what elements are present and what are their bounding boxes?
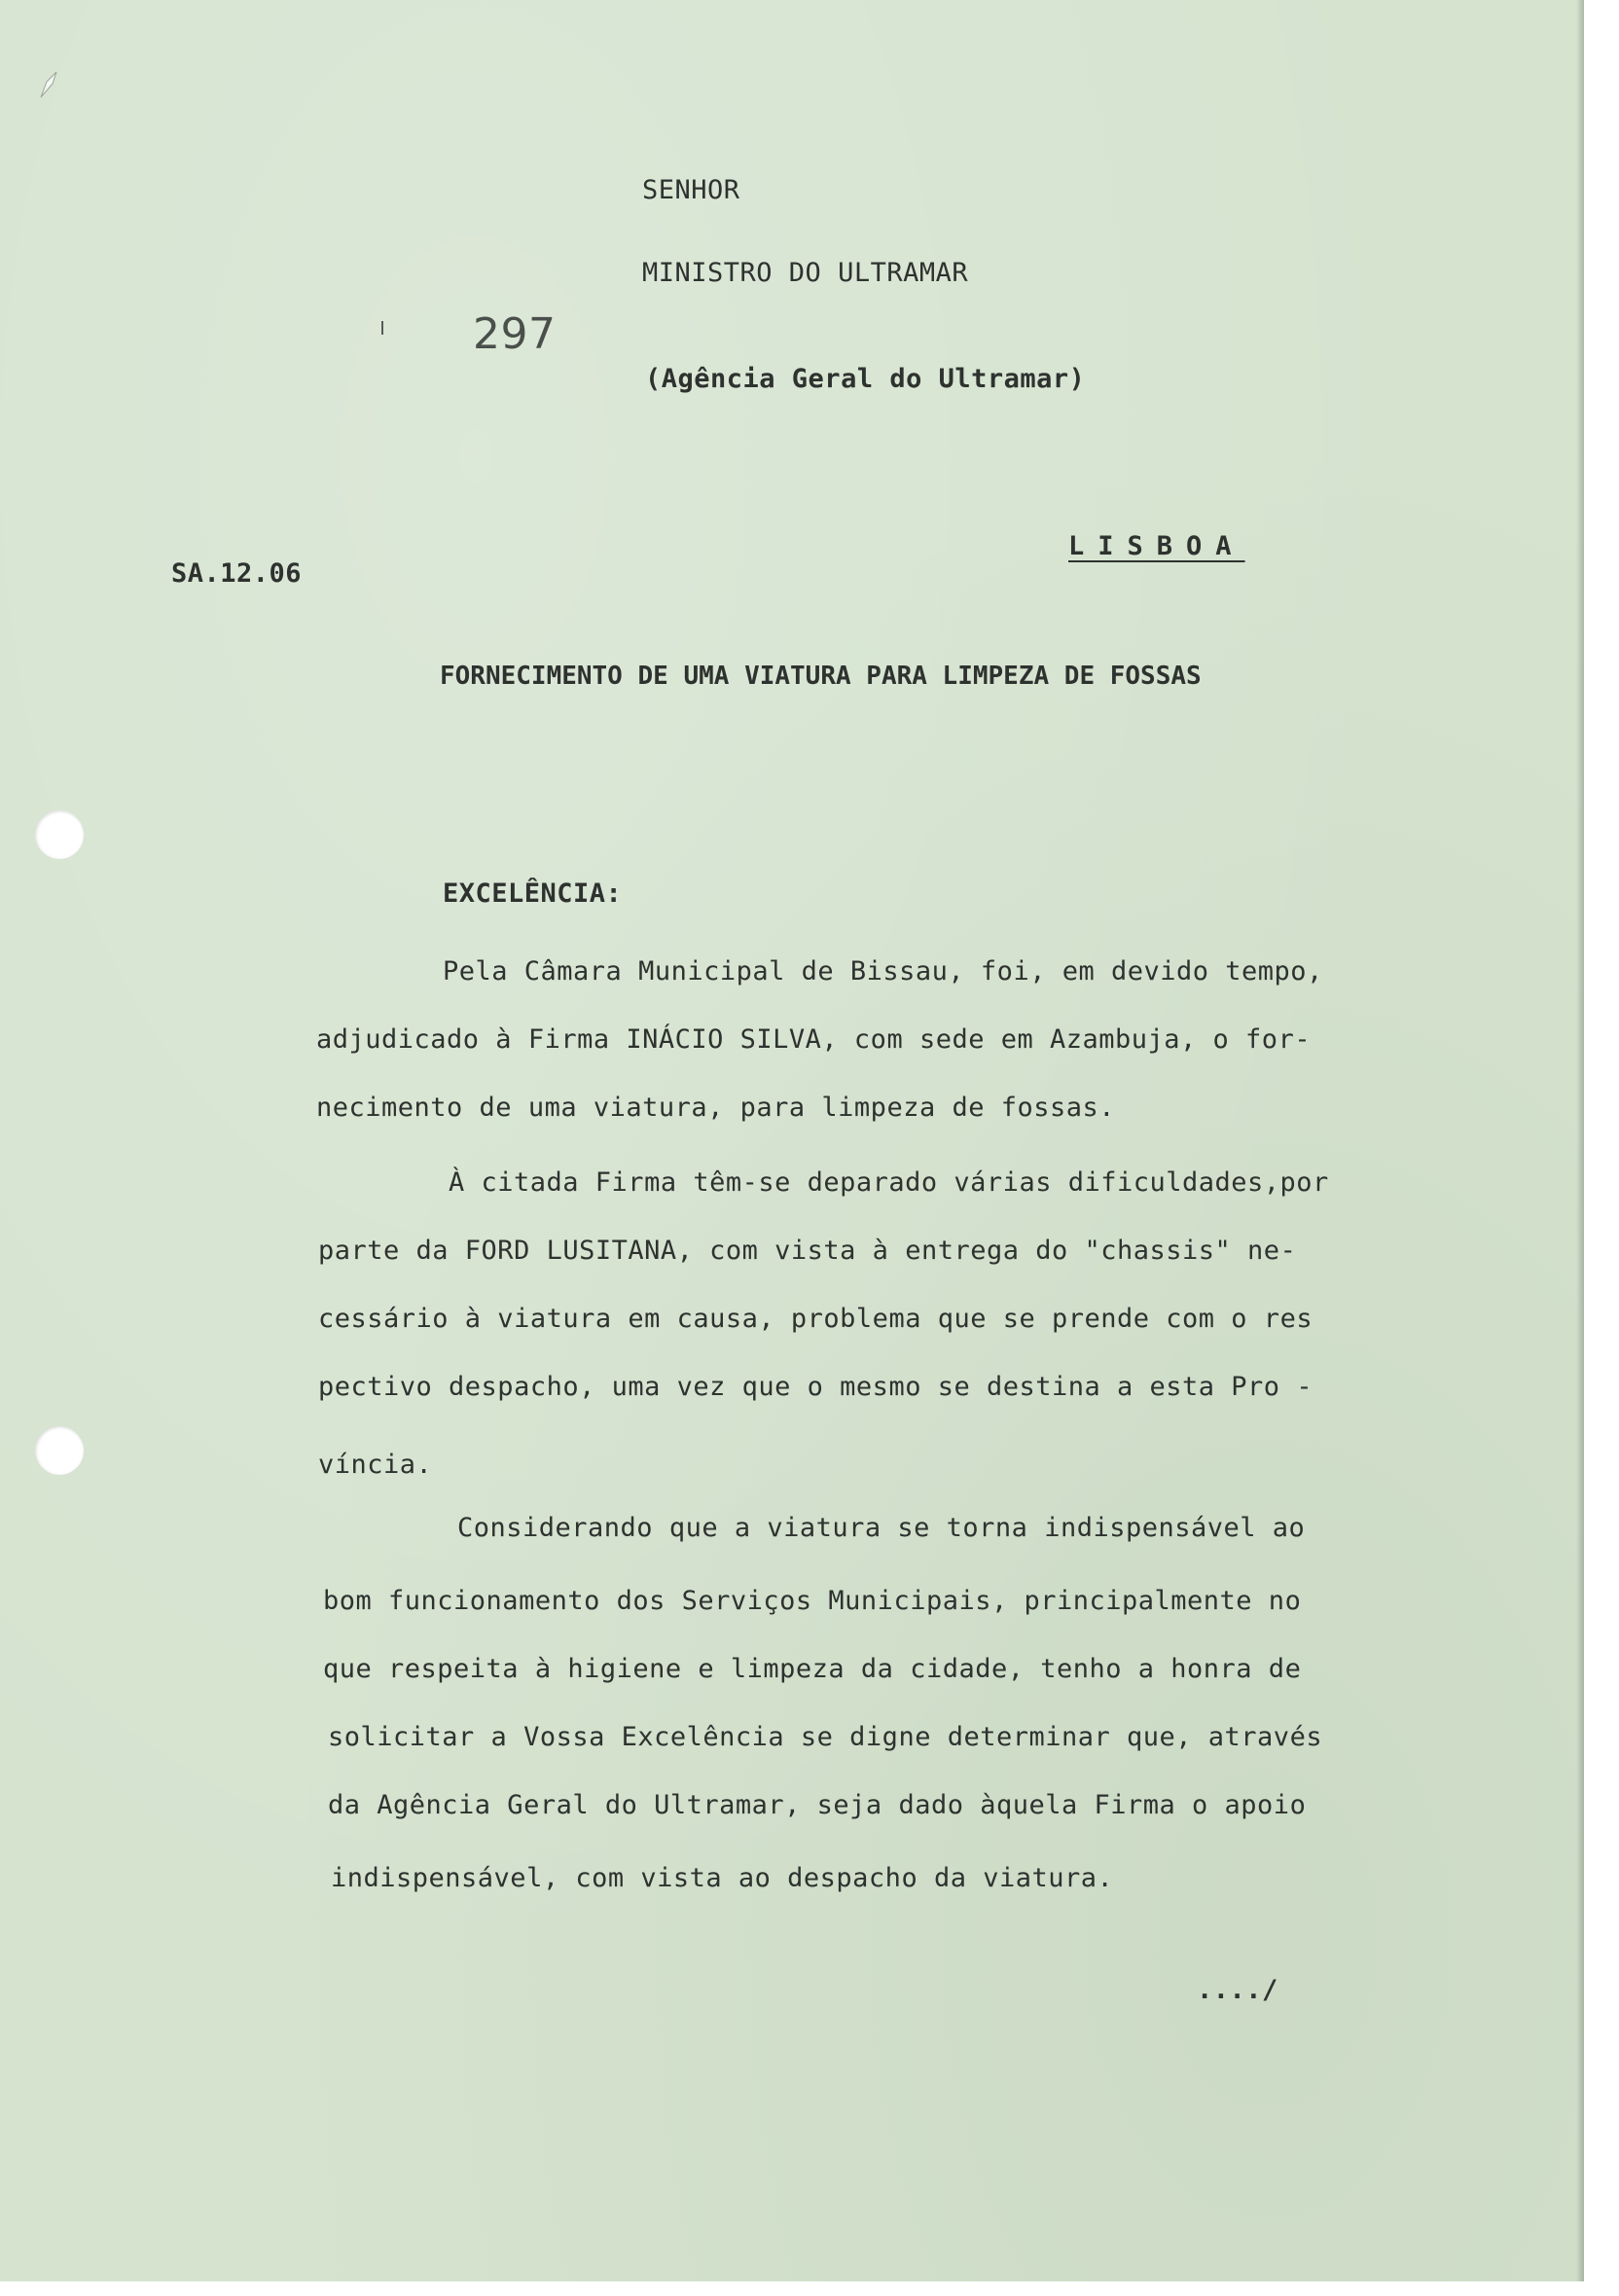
body-line: Pela Câmara Municipal de Bissau, foi, em devido tempo, bbox=[443, 956, 1323, 987]
punch-hole-top bbox=[35, 810, 84, 859]
addressee-ministry: MINISTRO DO ULTRAMAR bbox=[642, 258, 969, 288]
reference-code: SA.12.06 bbox=[171, 558, 303, 589]
addressee-title: SENHOR bbox=[642, 175, 740, 205]
body-line: parte da FORD LUSITANA, com vista à entrega do "chassis" ne- bbox=[318, 1236, 1297, 1266]
addressee-agency: (Agência Geral do Ultramar) bbox=[645, 364, 1086, 394]
body-line: pectivo despacho, uma vez que o mesmo se destina a esta Pro - bbox=[318, 1372, 1313, 1402]
punch-hole-bottom bbox=[35, 1426, 84, 1475]
body-line: Considerando que a viatura se torna indispensável ao bbox=[457, 1513, 1306, 1543]
page-edge-shadow bbox=[1576, 0, 1584, 2281]
body-line: que respeita à higiene e limpeza da cidade, tenho a honra de bbox=[323, 1654, 1302, 1684]
stamp-number: 297 bbox=[473, 309, 557, 359]
salutation: EXCELÊNCIA: bbox=[443, 879, 623, 909]
body-line: À citada Firma têm-se deparado várias dificuldades,por bbox=[449, 1167, 1329, 1198]
pin-mark-icon bbox=[35, 68, 62, 101]
body-line: víncia. bbox=[318, 1450, 433, 1480]
body-line: bom funcionamento dos Serviços Municipais, principalmente no bbox=[323, 1586, 1302, 1616]
body-line: adjudicado à Firma INÁCIO SILVA, com sede em Azambuja, o for- bbox=[316, 1024, 1312, 1055]
continuation-mark: ..../ bbox=[1197, 1975, 1278, 2005]
city-heading: LISBOA bbox=[1068, 531, 1245, 561]
subject-line: FORNECIMENTO DE UMA VIATURA PARA LIMPEZA DE FOSSAS bbox=[440, 662, 1202, 691]
margin-tick bbox=[381, 321, 383, 335]
body-line: cessário à viatura em causa, problema que se prende com o res bbox=[318, 1304, 1313, 1334]
body-line: solicitar a Vossa Excelência se digne determinar que, através bbox=[328, 1722, 1323, 1752]
body-line: necimento de uma viatura, para limpeza de fossas. bbox=[316, 1093, 1116, 1123]
body-line: indispensável, com vista ao despacho da viatura. bbox=[331, 1863, 1114, 1893]
body-line: da Agência Geral do Ultramar, seja dado àquela Firma o apoio bbox=[328, 1790, 1307, 1820]
